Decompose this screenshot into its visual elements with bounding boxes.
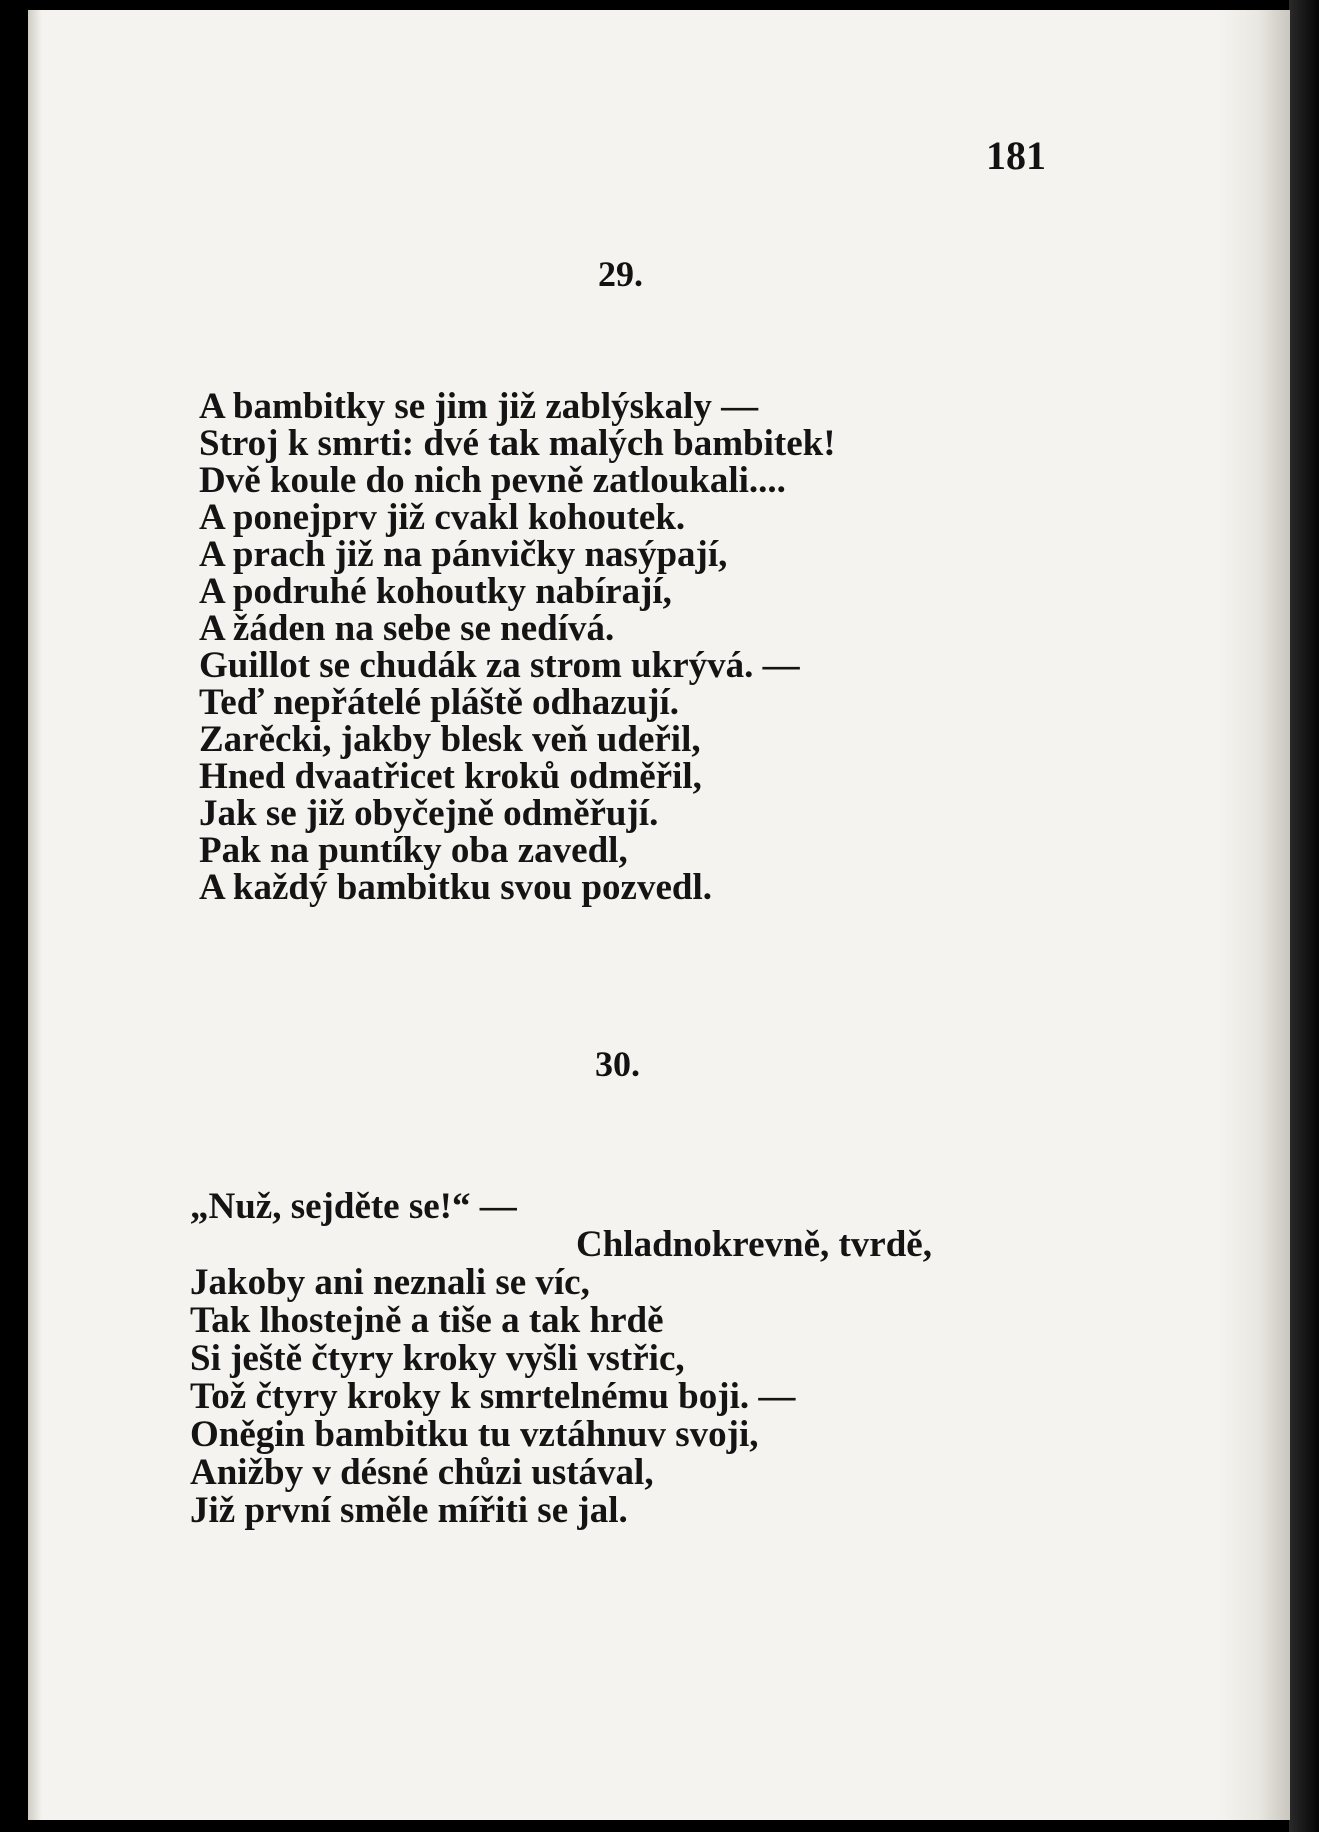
poem-line: Zarěcki, jakby blesk veň udeřil, bbox=[199, 719, 701, 760]
poem-line: Guillot se chudák za strom ukrývá. — bbox=[199, 645, 800, 686]
poem-line: A prach již na pánvičky nasýpají, bbox=[199, 534, 728, 575]
poem-line: „Nuž, sejděte se!“ — bbox=[190, 1186, 517, 1227]
poem-line: A každý bambitku svou pozvedl. bbox=[199, 867, 712, 908]
poem-line: Oněgin bambitku tu vztáhnuv svoji, bbox=[190, 1414, 759, 1455]
book-page bbox=[28, 10, 1290, 1820]
poem-line: Stroj k smrti: dvé tak malých bambitek! bbox=[199, 423, 836, 464]
section-number-29: 29. bbox=[598, 254, 643, 294]
poem-line: Tak lhostejně a tiše a tak hrdě bbox=[190, 1300, 664, 1341]
poem-line: A bambitky se jim již zablýskaly — bbox=[199, 386, 759, 427]
poem-line: Dvě koule do nich pevně zatloukali.... bbox=[199, 460, 786, 501]
poem-stanza-30 bbox=[190, 1188, 932, 1530]
poem-line: A žáden na sebe se nedívá. bbox=[199, 608, 615, 649]
poem-line-indented: Chladnokrevně, tvrdě, bbox=[576, 1224, 932, 1265]
section-number-30: 30. bbox=[595, 1044, 640, 1084]
poem-line: Tož čtyry kroky k smrtelnému boji. — bbox=[190, 1376, 796, 1417]
poem-line: Pak na puntíky oba zavedl, bbox=[199, 830, 628, 871]
poem-line: A podruhé kohoutky nabírají, bbox=[199, 571, 672, 612]
poem-stanza-29 bbox=[199, 388, 836, 906]
poem-line: Hned dvaatřicet kroků odměřil, bbox=[199, 756, 702, 797]
poem-line: Jakoby ani neznali se víc, bbox=[190, 1262, 590, 1303]
poem-line: Si ještě čtyry kroky vyšli vstřic, bbox=[190, 1338, 685, 1379]
poem-line: Anižby v désné chůzi ustával, bbox=[190, 1452, 654, 1493]
book-binding-edge bbox=[1289, 0, 1319, 1832]
poem-line: Již první směle mířiti se jal. bbox=[190, 1490, 628, 1531]
poem-line: Jak se již obyčejně odměřují. bbox=[199, 793, 659, 834]
poem-line: Teď nepřátelé pláště odhazují. bbox=[199, 682, 680, 723]
page-number: 181 bbox=[986, 133, 1046, 178]
poem-line: A ponejprv již cvakl kohoutek. bbox=[199, 497, 686, 538]
